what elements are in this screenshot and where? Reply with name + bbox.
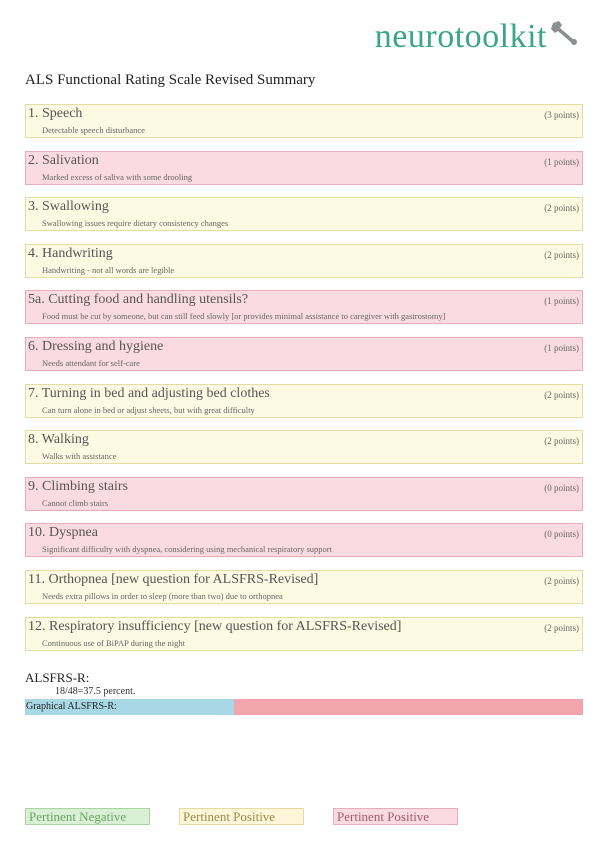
graphical-score-bar [25, 699, 583, 715]
rating-item-respiratory-insufficiency [25, 617, 583, 651]
item-points: (2 points) [544, 436, 579, 447]
item-title: 11. Orthopnea [new question for ALSFRS-Revised] [28, 571, 319, 587]
rating-item-walking [25, 430, 583, 464]
item-title: 3. Swallowing [28, 199, 109, 215]
item-title: 7. Turning in bed and adjusting bed clothes [28, 385, 270, 401]
item-points: (2 points) [544, 249, 579, 260]
brand-name: neurotoolkit [374, 18, 547, 55]
rating-item-cutting-food [25, 290, 583, 324]
item-title: 4. Handwriting [28, 245, 113, 261]
item-description: Food must be cut by someone, but can still feed slowly [or provides minimal assistance to caregiver with gastrostomy] [42, 311, 446, 322]
item-description: Cannot climb stairs [42, 497, 109, 508]
legend-pertinent-negative: Pertinent Negative [25, 808, 150, 825]
rating-item-swallowing [25, 197, 583, 231]
rating-item-climbing-stairs [25, 477, 583, 511]
item-description: Walks with assistance [42, 451, 117, 462]
item-title: 2. Salivation [28, 152, 99, 168]
item-description: Needs extra pillows in order to sleep (more than two) due to orthopnea [42, 590, 283, 601]
item-title: 1. Speech [28, 106, 83, 121]
item-title: 9. Climbing stairs [28, 478, 128, 494]
rating-item-handwriting [25, 244, 583, 278]
rating-item-dyspnea [25, 523, 583, 557]
rating-item-speech [25, 104, 583, 138]
item-description: Handwriting - not all words are legible [42, 264, 175, 275]
item-description: Marked excess of saliva with some drooling [42, 171, 193, 182]
item-description: Continuous use of BiPAP during the night [42, 637, 185, 648]
item-points: (0 points) [544, 482, 579, 493]
rating-item-orthopnea [25, 570, 583, 604]
rating-items-list [25, 104, 583, 663]
item-points: (3 points) [544, 110, 579, 120]
rating-item-salivation [25, 151, 583, 185]
item-points: (2 points) [544, 203, 579, 214]
brand-logo [375, 18, 581, 56]
item-points: (2 points) [544, 622, 579, 633]
item-title: 6. Dressing and hygiene [28, 338, 164, 354]
item-points: (0 points) [544, 529, 579, 540]
page-title: ALS Functional Rating Scale Revised Summary [25, 72, 316, 88]
rating-item-turning-in-bed [25, 384, 583, 418]
wrench-icon [549, 19, 581, 47]
item-description: Swallowing issues require dietary consistency changes [42, 218, 229, 229]
legend-pertinent-positive-yellow: Pertinent Positive [179, 808, 304, 825]
item-description: Needs attendant for self-care [42, 357, 140, 368]
item-points: (1 points) [544, 296, 579, 307]
graphical-score-label: Graphical ALSFRS-R: [26, 701, 117, 712]
item-points: (2 points) [544, 389, 579, 400]
item-title: 8. Walking [28, 432, 89, 448]
score-label: ALSFRS-R: [25, 670, 90, 685]
item-points: (1 points) [544, 156, 579, 167]
score-value: 18/48=37.5 percent. [55, 686, 136, 697]
legend-pertinent-positive-red: Pertinent Positive [333, 808, 458, 825]
item-points: (1 points) [544, 342, 579, 353]
item-description: Significant difficulty with dyspnea, considering using mechanical respiratory support [42, 544, 332, 555]
item-title: 5a. Cutting food and handling utensils? [28, 292, 249, 308]
item-title: 10. Dyspnea [28, 525, 98, 541]
rating-item-dressing [25, 337, 583, 371]
item-description: Can turn alone in bed or adjust sheets, but with great difficulty [42, 404, 255, 415]
score-bar-remainder [234, 699, 583, 715]
item-points: (2 points) [544, 575, 579, 586]
item-title: 12. Respiratory insufficiency [new question for ALSFRS-Revised] [28, 618, 402, 634]
item-description: Detectable speech disturbance [42, 125, 145, 135]
